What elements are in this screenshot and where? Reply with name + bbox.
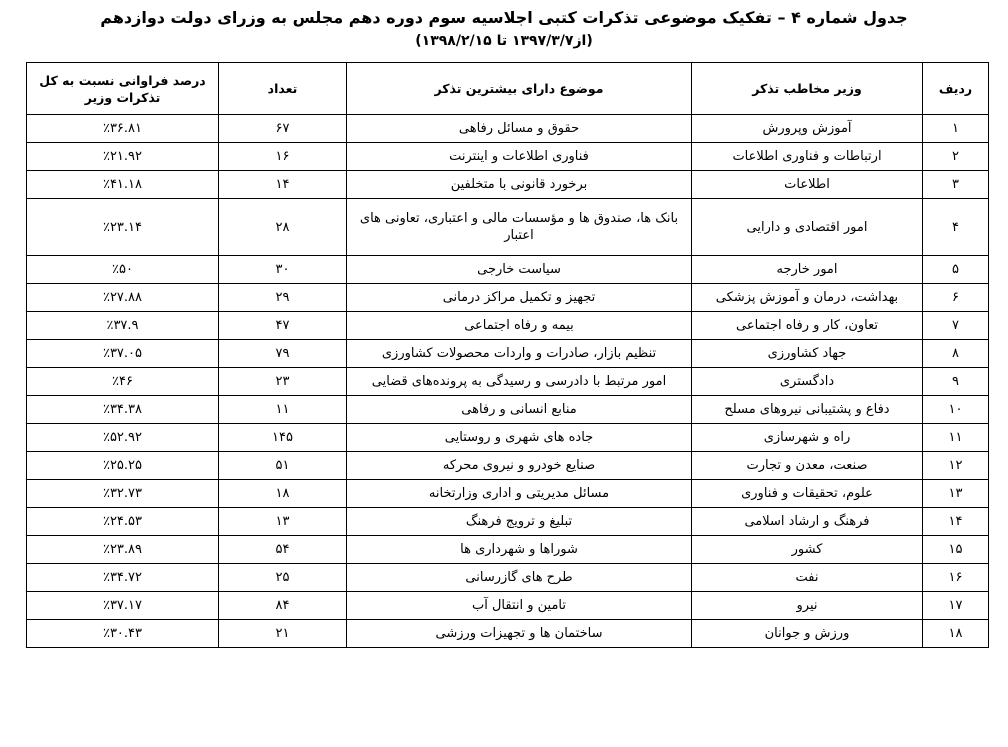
table-body xyxy=(27,115,989,648)
cell-minister: ارتباطات و فناوری اطلاعات xyxy=(692,143,923,171)
table-subtitle: (از۱۳۹۷/۳/۷ تا ۱۳۹۸/۲/۱۵) xyxy=(415,33,593,49)
cell-minister: آموزش وپرورش xyxy=(692,115,923,143)
table-row xyxy=(27,396,989,424)
cell-percent: ٪۳۷.۰۵ xyxy=(27,340,219,368)
cell-count: ۵۴ xyxy=(219,536,347,564)
cell-topic: ساختمان ها و تجهیزات ورزشی xyxy=(347,620,692,648)
cell-row-number: ۱۳ xyxy=(923,480,989,508)
cell-minister: تعاون، کار و رفاه اجتماعی xyxy=(692,312,923,340)
cell-percent: ٪۲۱.۹۲ xyxy=(27,143,219,171)
cell-row-number: ۱۸ xyxy=(923,620,989,648)
header-count: تعداد xyxy=(219,63,347,115)
cell-percent: ٪۳۷.۹ xyxy=(27,312,219,340)
cell-count: ۳۰ xyxy=(219,256,347,284)
cell-topic: شوراها و شهرداری ها xyxy=(347,536,692,564)
cell-count: ۲۳ xyxy=(219,368,347,396)
table-row xyxy=(27,424,989,452)
title-block xyxy=(0,0,1008,56)
table-row xyxy=(27,452,989,480)
cell-percent: ٪۲۷.۸۸ xyxy=(27,284,219,312)
cell-count: ۱۳ xyxy=(219,508,347,536)
table-row xyxy=(27,340,989,368)
data-table xyxy=(26,62,989,648)
cell-row-number: ۱۰ xyxy=(923,396,989,424)
cell-row-number: ۱۷ xyxy=(923,592,989,620)
cell-count: ۲۸ xyxy=(219,199,347,256)
cell-row-number: ۱۱ xyxy=(923,424,989,452)
cell-minister: نیرو xyxy=(692,592,923,620)
cell-percent: ٪۲۳.۱۴ xyxy=(27,199,219,256)
cell-topic: بیمه و رفاه اجتماعی xyxy=(347,312,692,340)
cell-row-number: ۷ xyxy=(923,312,989,340)
cell-minister: جهاد کشاورزی xyxy=(692,340,923,368)
cell-count: ۶۷ xyxy=(219,115,347,143)
table-title: جدول شماره ۴ – تفکیک موضوعی تذکرات کتبی اجلاسیه سوم دوره دهم مجلس به وزرای دولت دوازدهم xyxy=(100,8,908,27)
cell-topic: جاده های شهری و روستایی xyxy=(347,424,692,452)
cell-row-number: ۱۴ xyxy=(923,508,989,536)
cell-count: ۱۴۵ xyxy=(219,424,347,452)
header-row xyxy=(27,63,989,115)
cell-topic: تنظیم بازار، صادرات و واردات محصولات کشاورزی xyxy=(347,340,692,368)
table-row xyxy=(27,199,989,256)
cell-percent: ٪۲۵.۲۵ xyxy=(27,452,219,480)
cell-row-number: ۹ xyxy=(923,368,989,396)
table-row xyxy=(27,564,989,592)
cell-percent: ٪۵۰ xyxy=(27,256,219,284)
cell-minister: کشور xyxy=(692,536,923,564)
cell-row-number: ۱ xyxy=(923,115,989,143)
header-row-number: ردیف xyxy=(923,63,989,115)
cell-row-number: ۱۵ xyxy=(923,536,989,564)
table-row xyxy=(27,368,989,396)
cell-topic: بانک ها، صندوق ها و مؤسسات مالی و اعتباری، تعاونی های اعتبار xyxy=(347,199,692,256)
cell-percent: ٪۳۲.۷۳ xyxy=(27,480,219,508)
cell-count: ۱۱ xyxy=(219,396,347,424)
cell-minister: دفاع و پشتیبانی نیروهای مسلح xyxy=(692,396,923,424)
cell-topic: امور مرتبط با دادرسی و رسیدگی به پرونده‌های قضایی xyxy=(347,368,692,396)
cell-percent: ٪۴۶ xyxy=(27,368,219,396)
table-row xyxy=(27,620,989,648)
cell-topic: صنایع خودرو و نیروی محرکه xyxy=(347,452,692,480)
header-percent: درصد فراوانی نسبت به کل تذکرات وزیر xyxy=(27,63,219,115)
cell-count: ۸۴ xyxy=(219,592,347,620)
cell-minister: امور خارجه xyxy=(692,256,923,284)
cell-minister: بهداشت، درمان و آموزش پزشکی xyxy=(692,284,923,312)
cell-minister: راه و شهرسازی xyxy=(692,424,923,452)
cell-minister: نفت xyxy=(692,564,923,592)
cell-count: ۲۹ xyxy=(219,284,347,312)
table-row xyxy=(27,256,989,284)
table-row xyxy=(27,115,989,143)
cell-topic: تامین و انتقال آب xyxy=(347,592,692,620)
table-row xyxy=(27,480,989,508)
table-row xyxy=(27,592,989,620)
cell-row-number: ۲ xyxy=(923,143,989,171)
cell-topic: تبلیغ و ترویج فرهنگ xyxy=(347,508,692,536)
header-minister: وزیر مخاطب تذکر xyxy=(692,63,923,115)
cell-count: ۱۸ xyxy=(219,480,347,508)
cell-row-number: ۸ xyxy=(923,340,989,368)
cell-topic: حقوق و مسائل رفاهی xyxy=(347,115,692,143)
cell-percent: ٪۵۲.۹۲ xyxy=(27,424,219,452)
cell-count: ۱۶ xyxy=(219,143,347,171)
cell-topic: مسائل مدیریتی و اداری وزارتخانه xyxy=(347,480,692,508)
cell-count: ۲۱ xyxy=(219,620,347,648)
cell-row-number: ۳ xyxy=(923,171,989,199)
cell-percent: ٪۳۴.۳۸ xyxy=(27,396,219,424)
cell-topic: سیاست خارجی xyxy=(347,256,692,284)
header-topic: موضوع دارای بیشترین تذکر xyxy=(347,63,692,115)
cell-count: ۷۹ xyxy=(219,340,347,368)
cell-row-number: ۶ xyxy=(923,284,989,312)
cell-minister: صنعت، معدن و تجارت xyxy=(692,452,923,480)
table-row xyxy=(27,536,989,564)
cell-topic: فناوری اطلاعات و اینترنت xyxy=(347,143,692,171)
cell-percent: ٪۲۳.۸۹ xyxy=(27,536,219,564)
cell-percent: ٪۲۴.۵۳ xyxy=(27,508,219,536)
cell-minister: امور اقتصادی و دارایی xyxy=(692,199,923,256)
table-row xyxy=(27,312,989,340)
cell-row-number: ۴ xyxy=(923,199,989,256)
cell-minister: ورزش و جوانان xyxy=(692,620,923,648)
cell-topic: برخورد قانونی با متخلفین xyxy=(347,171,692,199)
cell-minister: دادگستری xyxy=(692,368,923,396)
cell-minister: اطلاعات xyxy=(692,171,923,199)
table-row xyxy=(27,508,989,536)
cell-percent: ٪۳۶.۸۱ xyxy=(27,115,219,143)
table-row xyxy=(27,143,989,171)
cell-percent: ٪۳۴.۷۲ xyxy=(27,564,219,592)
cell-minister: فرهنگ و ارشاد اسلامی xyxy=(692,508,923,536)
cell-row-number: ۵ xyxy=(923,256,989,284)
table-row xyxy=(27,171,989,199)
cell-minister: علوم، تحقیقات و فناوری xyxy=(692,480,923,508)
cell-topic: منابع انسانی و رفاهی xyxy=(347,396,692,424)
cell-count: ۲۵ xyxy=(219,564,347,592)
cell-count: ۱۴ xyxy=(219,171,347,199)
cell-row-number: ۱۲ xyxy=(923,452,989,480)
cell-count: ۴۷ xyxy=(219,312,347,340)
cell-percent: ٪۳۰.۴۳ xyxy=(27,620,219,648)
cell-percent: ٪۴۱.۱۸ xyxy=(27,171,219,199)
cell-row-number: ۱۶ xyxy=(923,564,989,592)
cell-topic: طرح های گازرسانی xyxy=(347,564,692,592)
cell-count: ۵۱ xyxy=(219,452,347,480)
cell-percent: ٪۳۷.۱۷ xyxy=(27,592,219,620)
cell-topic: تجهیز و تکمیل مراکز درمانی xyxy=(347,284,692,312)
table-row xyxy=(27,284,989,312)
